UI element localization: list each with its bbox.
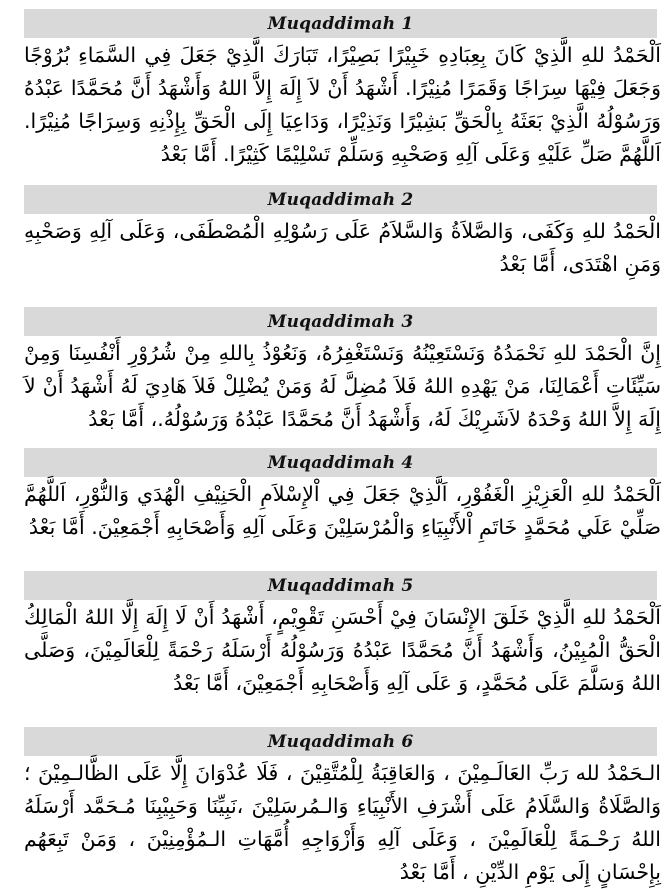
section-title: Muqaddimah 1 (267, 13, 414, 34)
section-header-band (24, 9, 657, 38)
muqaddimah-section-2 (24, 185, 661, 281)
section-header-band (24, 448, 657, 477)
muqaddimah-section-6 (24, 727, 661, 889)
section-title: Muqaddimah 6 (267, 731, 414, 752)
section-header-band (24, 307, 657, 336)
section-header-band (24, 185, 657, 214)
arabic-body-text: اَلْحَمْدُ للهِ الَّذِيْ خَلَقَ الإِنْسَانَ فِيْ أَحْسَنِ تَقْوِيْمٍ، أَشْهَدُ أَنْ لَا إِلَهَ إِلَّا اللهُ الْمَالِكُ الْحَقُّ الْمُبِيْنُ، وَأَشْهَدُ أَنَّ مُحَمَّدًا عَبْدُهُ وَرَسُوْلُهُ أَرْسَلَهُ رَحْمَةً لِلْعَالَمِيْنَ، وَصَلَّى اللهُ وَسَلَّمَ عَلَى مُحَمَّدٍ، وَ عَلَى آلِهِ وَأَصْحَابِهِ أَجْمَعِيْنَ، أَمَّا بَعْدُ (24, 605, 661, 695)
arabic-body-text: الـحَمْدُ لله رَبِّ العَالَـمِيْنَ ، وَالعَاقِبَةُ لِلْمُتَّقِيْنَ ، فَلَا عُدْوَانَ إِلَّا عَلَى الظَّالـمِيْنَ ؛ وَالصَّلَاةُ وَالسَّلَامُ عَلَى أَشْرَفِ الأَنْبِيَاءِ وَالـمُرسَلِيْنَ ،نَبِيِّنَا وَحَبِيْبِنَا مُـحَمَّد أَرْسَلَهُ اللهُ رَحْـمَةً لِلْعَالَمِيْنَ ، وَعَلَى آلِهِ وَأَزْوَاجِهِ أُمَّهَاتِ الـمُؤْمِنِيْنَ ، وَمَنْ تَبِعَهُم بِإِحْسَانٍ إِلَى يَوْمِ الدِّيْنِ ، أَمَّا بَعْدُ (24, 761, 661, 884)
muqaddimah-section-4 (24, 448, 661, 544)
muqaddimah-section-5 (24, 571, 661, 700)
section-title: Muqaddimah 5 (267, 575, 414, 596)
section-header-band (24, 571, 657, 600)
arabic-body-text: اَلْحَمْدُ للهِ الَّذِيْ كَانَ بِعِبَادِهِ خَبِيْرًا بَصِيْرًا، تَبَارَكَ الَّذِيْ جَعَلَ فِي السَّمَاءِ بُرُوْجًا وَجَعَلَ فِيْهَا سِرَاجًا وَقَمَرًا مُنِيْرًا. أَشْهَدُ أَنْ لاَ إِلَهَ إِلاَّ اللهُ وَأَشْهَدُ أَنَّ مُحَمَّدًا عَبْدُهُ وَرَسُوْلُهُ الَّذِيْ بَعَثَهُ بِالْحَقِّ بَشِيْرًا وَنَذِيْرًا، وَدَاعِيَا إِلَى الْحَقِّ بِإِذْنِهِ وَسِرَاجًا مُنِيْرًا. اَللَّهُمَّ صَلِّ عَلَيْهِ وَعَلَى آلِهِ وَصَحْبِهِ وَسَلِّمْ تَسْلِيْمًا كَثِيْرًا. أَمَّا بَعْدُ (24, 43, 661, 166)
section-title: Muqaddimah 4 (267, 452, 414, 473)
section-header-band (24, 727, 657, 756)
arabic-body-text: إِنَّ الْحَمْدَ للهِ نَحْمَدُهُ وَنَسْتَعِيْنُهُ وَنَسْتَغْفِرُهُ، وَنَعُوْذُ بِاللهِ مِنْ شُرُوْرِ أَنْفُسِنَا وَمِنْ سَيِّئَاتِ أَعْمَالِنَا، مَنْ يَهْدِهِ اللهُ فَلاَ مُضِلَّ لَهُ وَمَنْ يُضْلِلْ فَلاَ هَادِيَ لَهُ أَشْهَدُ أَنْ لاَ إِلَهَ إِلاَّ اللهُ وَحْدَهُ لاَشَرِيْكَ لَهُ، وَأَشْهَدُ أَنَّ مُحَمَّدًا عَبْدُهُ وَرَسُوْلُهُ.، أَمَّا بَعْدُ (24, 341, 661, 431)
arabic-body-text: اَلْحَمْدُ للهِ الْعَزِيْزِ الْغَفُوْرِ، اَلَّذِيْ جَعَلَ فِي اْلإِسْلاَمِ الْحَنِيْفِ الْهُدَي وَالنُّوْرِ، اَللَّهُمَّ صَلِّيْ عَلَي مُحَمَّدٍ خَاتَمِ اْلأَنْبِيَاءِ وَالْمُرْسَلِيْنَ وَعَلَى آلِهِ وَأَصْحَابِهِ أَجْمَعِيْنَ. أَمَّا بَعْدُ (24, 482, 661, 539)
section-title: Muqaddimah 3 (267, 311, 414, 332)
muqaddimah-section-1 (24, 9, 661, 171)
section-title: Muqaddimah 2 (267, 189, 414, 210)
muqaddimah-section-3 (24, 307, 661, 436)
arabic-body-text: الْحَمْدُ للهِ وَكَفَى، وَالصَّلاَةُ وَالسَّلاَمُ عَلَى رَسُوْلِهِ الْمُصْطَفَى، وَعَلَى آلِهِ وَصَحْبِهِ وَمَنِ اهْتَدَى، أَمَّا بَعْدُ (24, 219, 661, 276)
